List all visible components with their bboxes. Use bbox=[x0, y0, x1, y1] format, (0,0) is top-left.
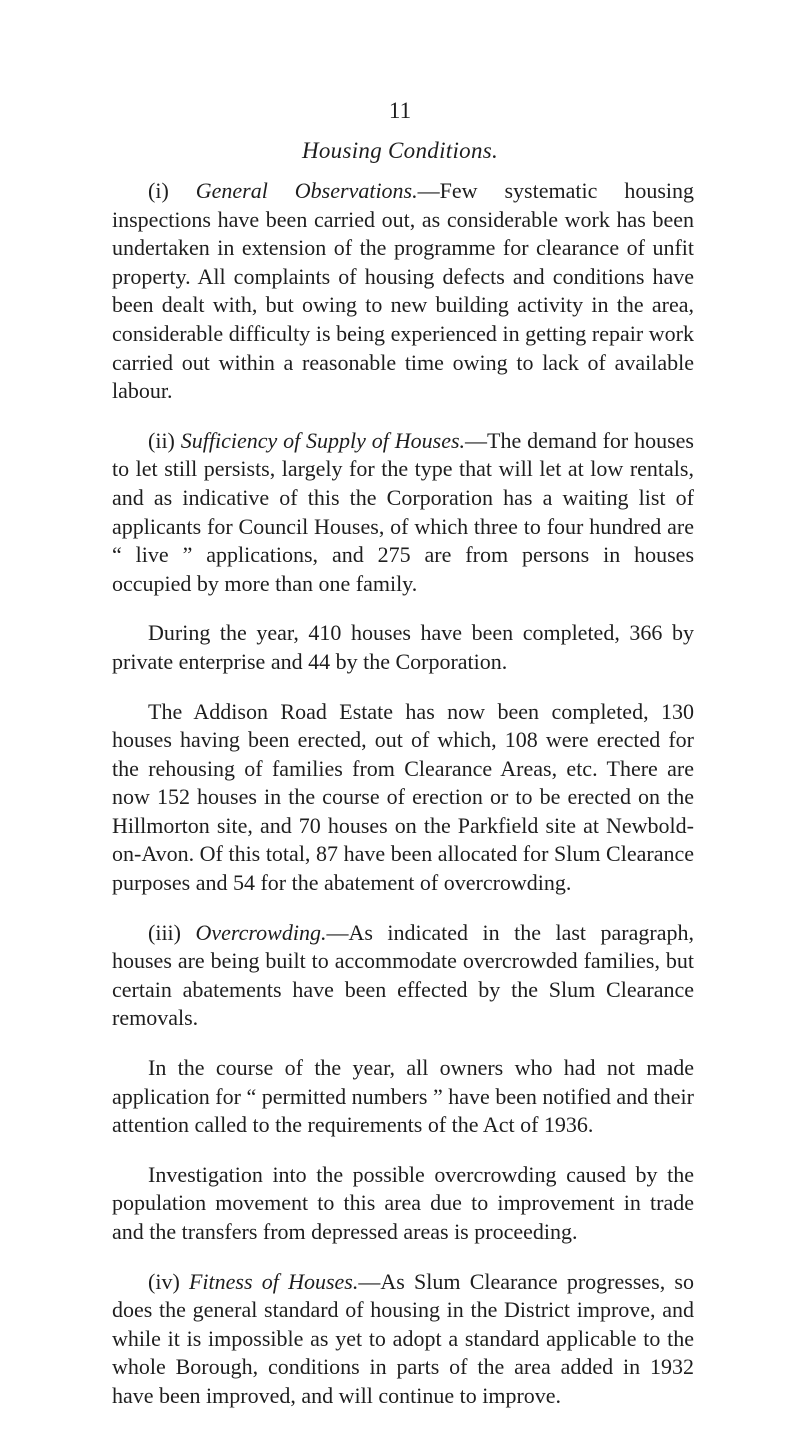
paragraph-subheading: Fitness of Houses. bbox=[188, 1268, 359, 1294]
paragraph-subheading: Overcrowding. bbox=[195, 919, 327, 945]
paragraph-text: —Few systematic housing inspections have been carried out, as considerable work has been undertaken in extension of the programme for clearance of unfit property. All complaints of housing defects and conditions have been dealt with, but owing to new building activity in the area, considerable difficulty is being experienced in getting repair work carried out within a reasonable time owing to lack of available labour. bbox=[112, 178, 694, 404]
paragraph-label: (i) bbox=[148, 178, 196, 203]
paragraph-addison-road-estate bbox=[112, 698, 694, 898]
paragraph-label: (ii) bbox=[148, 427, 181, 453]
paragraph-text: During the year, 410 houses have been completed, 366 by private enterprise and 44 by the Corporation. bbox=[112, 620, 694, 674]
paragraph-text: —As indicated in the last paragraph, houses are being built to accommodate overcrowded families, but certain abatements have been effected by the Slum Clearance removals. bbox=[112, 919, 694, 1031]
paragraph-investigation bbox=[112, 1161, 694, 1247]
paragraph-label: (iv) bbox=[148, 1268, 189, 1294]
paragraph-text: Investigation into the possible overcrowding caused by the population movement to this area due to improvement in trade and the transfers from depressed areas is proceeding. bbox=[112, 1161, 694, 1244]
section-heading: Housing Conditions. bbox=[301, 138, 499, 163]
page-number: 11 bbox=[388, 98, 412, 123]
paragraph-text: —As Slum Clearance progresses, so does the general standard of housing in the District improve, and while it is impossible as yet to adopt a standard applicable to the whole Borough, conditions in parts of the area added in 1932 have been improved, and will continue to improve. bbox=[112, 1268, 694, 1408]
paragraph-subheading: General Observations. bbox=[195, 178, 418, 203]
document-body bbox=[112, 177, 694, 1432]
paragraph-label: (iii) bbox=[148, 919, 196, 945]
paragraph-permitted-numbers bbox=[112, 1054, 694, 1140]
paragraph-subheading: Sufficiency of Supply of Houses. bbox=[180, 427, 466, 453]
paragraph-houses-completed bbox=[112, 619, 694, 676]
paragraph-text: In the course of the year, all owners who had not made application for “ permitted numbers ” have been notified and their attention called to the requirements of the Act of 1936. bbox=[112, 1055, 694, 1138]
paragraph-text: —The demand for houses to let still persists, largely for the type that will let at low rentals, and as indicative of this the Corporation has a waiting list of applicants for Council Houses, of which three to four hundred are “ live ” applications, and 275 are from persons in houses occupied by more than one family. bbox=[112, 427, 694, 596]
paragraph-general-observations bbox=[112, 177, 694, 406]
paragraph-sufficiency-of-supply bbox=[112, 427, 694, 599]
paragraph-text: The Addison Road Estate has now been completed, 130 houses having been erected, out of which, 108 were erected for the rehousing of families from Clearance Areas, etc. There are now 152 houses in the course of erection or to be erected on the Hillmorton site, and 70 houses on the Parkfield site at Newbold-on-Avon. Of this total, 87 have been allocated for Slum Clearance purposes and 54 for the abatement of overcrowding. bbox=[112, 698, 694, 896]
paragraph-fitness-of-houses bbox=[112, 1268, 694, 1411]
paragraph-overcrowding bbox=[112, 919, 694, 1033]
